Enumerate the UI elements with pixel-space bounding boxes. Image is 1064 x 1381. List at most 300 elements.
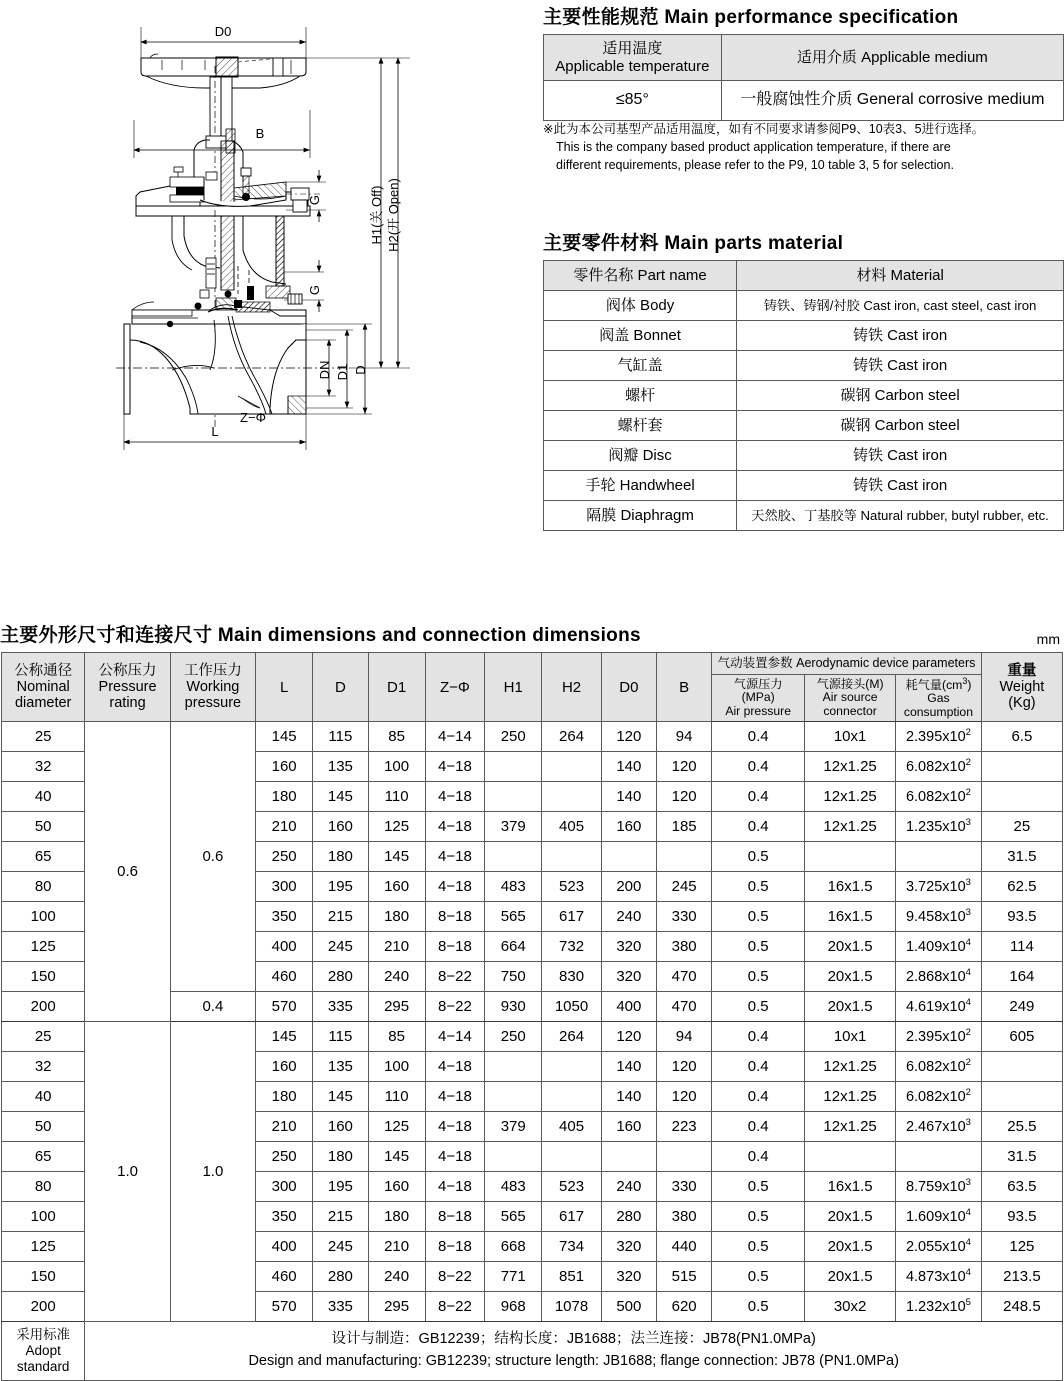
cell-ZPhi: 8−18 [425,902,484,932]
cell-D: 180 [313,1142,368,1172]
cell-nominal-diameter: 80 [2,872,85,902]
drawing-label-h1: H1(关 Off) [369,185,384,245]
cell-nominal-diameter: 40 [2,1082,85,1112]
cell-ap: 0.4 [712,1082,805,1112]
table-row [544,501,1064,531]
cell-material: 铸铁 Cast iron [737,441,1064,471]
performance-spec-title: 主要性能规范 Main performance specification [543,7,959,28]
cell-part-name: 气缸盖 [544,351,737,381]
cell-ac: 12x1.25 [805,812,896,842]
cell-weight: 125 [981,1232,1062,1262]
cell-D1: 240 [368,1262,425,1292]
cell-ZPhi: 4−18 [425,1172,484,1202]
cell-H1: 483 [485,872,542,902]
cell-L: 300 [256,1172,313,1202]
cell-gas-consumption: $2.868x10^4$ [896,962,982,992]
cell-material: 铸铁、铸钢/衬胶 Cast iron, cast steel, cast iron [737,291,1064,321]
cell-ap: 0.5 [712,872,805,902]
cell-H2: 1078 [542,1292,601,1322]
cell-H2: 830 [542,962,601,992]
cell-H2: 851 [542,1262,601,1292]
cell-nominal-diameter: 50 [2,812,85,842]
cell-gas-consumption: $6.082x10^2$ [896,1052,982,1082]
cell-ZPhi: 4−18 [425,872,484,902]
header-applicable-temperature: 适用温度 Applicable temperature [544,35,722,81]
cell-ap: 0.4 [712,1112,805,1142]
cell-ap: 0.5 [712,842,805,872]
cell-weight: 249 [981,992,1062,1022]
cell-D1: 145 [368,842,425,872]
cell-ZPhi: 4−18 [425,782,484,812]
cell-ac [805,842,896,872]
header-D: D [313,653,368,722]
cell-ap: 0.5 [712,992,805,1022]
cell-H1: 750 [485,962,542,992]
cell-gas-consumption: $1.409x10^4$ [896,932,982,962]
cell-ac: 12x1.25 [805,1052,896,1082]
cell-H2: 264 [542,722,601,752]
unit-label: mm [1036,631,1060,647]
cell-weight [981,782,1062,812]
cell-nominal-diameter: 50 [2,1112,85,1142]
table-row [2,722,1063,752]
table-row [544,351,1064,381]
cell-D1: 85 [368,722,425,752]
header-H2: H2 [542,653,601,722]
cell-ac: 20x1.5 [805,1202,896,1232]
cell-H2 [542,1082,601,1112]
cell-D0: 160 [601,812,656,842]
cell-H2 [542,1142,601,1172]
cell-ZPhi: 4−18 [425,1082,484,1112]
cell-D1: 100 [368,1052,425,1082]
cell-nominal-diameter: 125 [2,932,85,962]
cell-B: 330 [657,1172,712,1202]
table-row [544,81,1064,121]
cell-nominal-diameter: 80 [2,1172,85,1202]
header-pressure-rating: 公称压力 Pressure rating [85,653,170,722]
cell-ac: 20x1.5 [805,932,896,962]
cell-material: 天然胶、丁基胶等 Natural rubber, butyl rubber, etc. [737,501,1064,531]
cell-D: 115 [313,1022,368,1052]
cell-D1: 180 [368,1202,425,1232]
cell-B: 515 [657,1262,712,1292]
cell-ap: 0.5 [712,902,805,932]
cell-D1: 110 [368,1082,425,1112]
cell-D1: 210 [368,1232,425,1262]
header-air-pressure: 气源压力 (MPa) Air pressure [712,675,805,722]
cell-D: 195 [313,1172,368,1202]
drawing-label-h2: H2(开 Open) [386,178,401,252]
cell-nominal-diameter: 200 [2,1292,85,1322]
cell-D1: 125 [368,1112,425,1142]
drawing-label-d1: D1 [335,363,350,381]
cell-H2: 732 [542,932,601,962]
cell-nominal-diameter: 25 [2,722,85,752]
cell-ZPhi: 8−18 [425,1232,484,1262]
note-line-en-2: different requirements, please refer to the P9, 10 table 3, 5 for selection. [556,157,954,172]
cell-ap: 0.5 [712,932,805,962]
cell-H1: 565 [485,902,542,932]
cell-ac: 20x1.5 [805,992,896,1022]
cell-L: 180 [256,1082,313,1112]
header-weight: 重量 Weight (Kg) [981,653,1062,722]
cell-ZPhi: 4−18 [425,1142,484,1172]
cell-nominal-diameter: 150 [2,962,85,992]
header-part-name: 零件名称 Part name [544,261,737,291]
cell-ap: 0.4 [712,722,805,752]
cell-ap: 0.5 [712,1202,805,1232]
cell-B: 120 [657,752,712,782]
cell-H1: 483 [485,1172,542,1202]
cell-B [657,842,712,872]
cell-working-pressure-last: 0.4 [170,992,255,1022]
header-gas-consumption: 耗气量$(cm^3)$ Gas consumption [896,675,982,722]
cell-L: 460 [256,1262,313,1292]
header-L: L [256,653,313,722]
table-row [544,441,1064,471]
cell-D0: 140 [601,752,656,782]
cell-B: 223 [657,1112,712,1142]
cell-B: 245 [657,872,712,902]
cell-B: 185 [657,812,712,842]
cell-gas-consumption: $3.725x10^3$ [896,872,982,902]
table-row [2,1022,1063,1052]
note-line-en-1: This is the company based product application temperature, if there are [556,139,951,154]
cell-H1 [485,1052,542,1082]
cell-pressure-rating: 0.6 [85,722,170,1022]
header-working-pressure: 工作压力 Working pressure [170,653,255,722]
cell-ac: 16x1.5 [805,902,896,932]
cell-H2: 617 [542,1202,601,1232]
cell-ac: 12x1.25 [805,752,896,782]
parts-material-table [543,260,1064,531]
header-D0: D0 [601,653,656,722]
table-header-row-1 [2,653,1063,675]
cell-weight [981,1052,1062,1082]
header-applicable-medium: 适用介质 Applicable medium [721,35,1063,81]
cell-D1: 110 [368,782,425,812]
cell-gas-consumption: $2.395x10^2$ [896,1022,982,1052]
cell-D: 245 [313,932,368,962]
cell-ap: 0.5 [712,1172,805,1202]
cell-ac: 12x1.25 [805,782,896,812]
cell-L: 350 [256,1202,313,1232]
cell-H2 [542,1052,601,1082]
cell-ac: 20x1.5 [805,962,896,992]
cell-H1 [485,1142,542,1172]
drawing-label-zphi: Z−Φ [240,410,266,425]
cell-B: 120 [657,782,712,812]
cell-weight: 31.5 [981,842,1062,872]
header-z-phi: Z−Φ [425,653,484,722]
cell-nominal-diameter: 32 [2,1052,85,1082]
cell-D: 245 [313,1232,368,1262]
cell-D: 180 [313,842,368,872]
cell-part-name: 隔膜 Diaphragm [544,501,737,531]
cell-ac: 20x1.5 [805,1232,896,1262]
cell-D1: 210 [368,932,425,962]
cell-D0: 140 [601,1052,656,1082]
table-header-row [544,35,1064,81]
cell-B: 380 [657,932,712,962]
cell-gas-consumption: $1.609x10^4$ [896,1202,982,1232]
cell-H2: 405 [542,812,601,842]
cell-D1: 295 [368,1292,425,1322]
cell-L: 160 [256,1052,313,1082]
cell-D0: 280 [601,1202,656,1232]
cell-ac [805,1142,896,1172]
cell-gas-consumption [896,842,982,872]
cell-part-name: 螺杆套 [544,411,737,441]
note-line-cn: ※此为本公司基型产品适用温度，如有不同要求请参阅P9、10表3、5进行选择。 [543,122,985,136]
cell-D0: 140 [601,782,656,812]
cell-H2 [542,782,601,812]
cell-weight: 63.5 [981,1172,1062,1202]
table-header-row [544,261,1064,291]
cell-ap: 0.5 [712,962,805,992]
cell-D: 160 [313,812,368,842]
cell-ap: 0.4 [712,782,805,812]
cell-L: 180 [256,782,313,812]
cell-part-name: 螺杆 [544,381,737,411]
cell-weight: 25.5 [981,1112,1062,1142]
cell-weight [981,1082,1062,1112]
cell-H1: 250 [485,722,542,752]
cell-ap: 0.4 [712,812,805,842]
cell-L: 400 [256,932,313,962]
cell-weight: 213.5 [981,1262,1062,1292]
cell-weight: 93.5 [981,902,1062,932]
cell-H2: 264 [542,1022,601,1052]
cell-gas-consumption: $9.458x10^3$ [896,902,982,932]
cell-gas-consumption: $1.232x10^5$ [896,1292,982,1322]
cell-L: 160 [256,752,313,782]
cell-H1: 968 [485,1292,542,1322]
cell-nominal-diameter: 150 [2,1262,85,1292]
cell-D0 [601,842,656,872]
cell-D: 135 [313,752,368,782]
drawing-label-g-lower: G [307,284,322,296]
cell-H1: 379 [485,812,542,842]
cell-D1: 145 [368,1142,425,1172]
cell-pressure-rating: 1.0 [85,1022,170,1322]
performance-note [543,121,1064,174]
cell-ZPhi: 4−18 [425,842,484,872]
cell-weight: 31.5 [981,1142,1062,1172]
cell-D1: 180 [368,902,425,932]
header-air-connector: 气源接头(M) Air source connector [805,675,896,722]
cell-material: 碳钢 Carbon steel [737,381,1064,411]
cell-B: 470 [657,962,712,992]
header-H1: H1 [485,653,542,722]
cell-H1 [485,1082,542,1112]
header-D1: D1 [368,653,425,722]
cell-weight: 6.5 [981,722,1062,752]
cell-part-name: 阀体 Body [544,291,737,321]
cell-ap: 0.5 [712,1232,805,1262]
cell-weight: 605 [981,1022,1062,1052]
cell-working-pressure: 0.6 [170,722,255,992]
cell-ZPhi: 8−22 [425,992,484,1022]
cell-D: 145 [313,782,368,812]
cell-D: 280 [313,962,368,992]
cell-H2: 523 [542,1172,601,1202]
cell-ac: 16x1.5 [805,872,896,902]
cell-H2: 734 [542,1232,601,1262]
cell-D0: 200 [601,872,656,902]
cell-ac: 12x1.25 [805,1112,896,1142]
cell-ZPhi: 4−14 [425,1022,484,1052]
header-material: 材料 Material [737,261,1064,291]
cell-H2 [542,842,601,872]
table-row [544,321,1064,351]
cell-H2: 1050 [542,992,601,1022]
cell-D0: 320 [601,962,656,992]
cell-weight: 114 [981,932,1062,962]
cell-ZPhi: 8−22 [425,1292,484,1322]
cell-L: 210 [256,1112,313,1142]
cell-H1 [485,752,542,782]
cell-H2: 405 [542,1112,601,1142]
adopt-standard-label: 采用标准 Adopt standard [2,1322,85,1381]
cell-nominal-diameter: 40 [2,782,85,812]
cell-B: 440 [657,1232,712,1262]
cell-gas-consumption: $6.082x10^2$ [896,1082,982,1112]
cell-D0: 320 [601,1232,656,1262]
cell-ac: 16x1.5 [805,1172,896,1202]
cell-part-name: 手轮 Handwheel [544,471,737,501]
cell-H1: 771 [485,1262,542,1292]
cell-nominal-diameter: 100 [2,902,85,932]
cell-gas-consumption: $6.082x10^2$ [896,752,982,782]
drawing-label-g-upper: G [307,194,322,206]
cell-H1: 250 [485,1022,542,1052]
cell-weight: 62.5 [981,872,1062,902]
cell-material: 铸铁 Cast iron [737,471,1064,501]
cell-D0: 160 [601,1112,656,1142]
cell-L: 460 [256,962,313,992]
cell-L: 570 [256,1292,313,1322]
cell-D: 135 [313,1052,368,1082]
cell-nominal-diameter: 65 [2,1142,85,1172]
drawing-label-b: B [255,126,265,141]
cell-D: 115 [313,722,368,752]
cell-D0: 120 [601,1022,656,1052]
cell-weight: 25 [981,812,1062,842]
drawing-label-l: L [211,424,219,439]
cell-nominal-diameter: 65 [2,842,85,872]
cell-ac: 10x1 [805,722,896,752]
cell-D1: 85 [368,1022,425,1052]
drawing-label-d0: D0 [214,24,232,39]
cell-D1: 100 [368,752,425,782]
cell-ap: 0.4 [712,1052,805,1082]
cell-D1: 160 [368,872,425,902]
cell-ZPhi: 8−18 [425,932,484,962]
adopt-standard-text: 设计与制造：GB12239；结构长度：JB1688；法兰连接：JB78(PN1.0MPa) Design and manufacturing: GB12239; structure length: JB1688; flange connection: JB78 (PN1.0MPa) [85,1322,1063,1381]
adopt-standard-row [2,1322,1063,1381]
cell-weight: 93.5 [981,1202,1062,1232]
cell-D1: 160 [368,1172,425,1202]
cell-H1: 930 [485,992,542,1022]
cell-B: 470 [657,992,712,1022]
header-aerodynamic-group: 气动装置参数 Aerodynamic device parameters [712,653,982,675]
cell-nominal-diameter: 200 [2,992,85,1022]
cell-D: 145 [313,1082,368,1112]
cell-B: 380 [657,1202,712,1232]
cell-D0: 320 [601,932,656,962]
cell-D: 280 [313,1262,368,1292]
cell-part-name: 阀盖 Bonnet [544,321,737,351]
table-row [544,291,1064,321]
cell-D1: 240 [368,962,425,992]
cell-ZPhi: 4−18 [425,1052,484,1082]
cell-gas-consumption: $2.055x10^4$ [896,1232,982,1262]
cell-material: 铸铁 Cast iron [737,351,1064,381]
performance-spec-table [543,34,1064,121]
cell-ZPhi: 8−22 [425,962,484,992]
drawing-label-dn: DN [317,360,332,380]
cell-H1 [485,782,542,812]
cell-gas-consumption [896,1142,982,1172]
cell-D0: 120 [601,722,656,752]
cell-ZPhi: 4−18 [425,752,484,782]
cell-L: 300 [256,872,313,902]
cell-D0 [601,1142,656,1172]
header-B: B [657,653,712,722]
header-nominal-diameter: 公称通径 Nominal diameter [2,653,85,722]
cell-L: 210 [256,812,313,842]
cell-L: 145 [256,1022,313,1052]
valve-technical-drawing [110,10,470,570]
cell-D0: 240 [601,1172,656,1202]
dimensions-title: 主要外形尺寸和连接尺寸 Main dimensions and connection dimensions [0,625,641,646]
cell-part-name: 阀瓣 Disc [544,441,737,471]
cell-L: 400 [256,1232,313,1262]
cell-weight: 248.5 [981,1292,1062,1322]
cell-L: 250 [256,1142,313,1172]
cell-D: 215 [313,902,368,932]
cell-H2 [542,752,601,782]
cell-gas-consumption: $2.467x10^3$ [896,1112,982,1142]
cell-H1 [485,842,542,872]
cell-ZPhi: 4−14 [425,722,484,752]
drawing-label-d: D [353,365,368,375]
cell-H1: 565 [485,1202,542,1232]
cell-ZPhi: 4−18 [425,1112,484,1142]
cell-D: 195 [313,872,368,902]
cell-D0: 140 [601,1082,656,1112]
cell-L: 145 [256,722,313,752]
cell-B: 94 [657,1022,712,1052]
cell-B: 120 [657,1052,712,1082]
cell-gas-consumption: $2.395x10^2$ [896,722,982,752]
cell-ac: 12x1.25 [805,1082,896,1112]
cell-nominal-diameter: 32 [2,752,85,782]
cell-ac: 30x2 [805,1292,896,1322]
cell-D0: 400 [601,992,656,1022]
cell-B: 120 [657,1082,712,1112]
cell-ZPhi: 4−18 [425,812,484,842]
parts-material-title: 主要零件材料 Main parts material [543,233,844,254]
cell-H2: 523 [542,872,601,902]
cell-L: 250 [256,842,313,872]
cell-D: 335 [313,1292,368,1322]
cell-ZPhi: 8−22 [425,1262,484,1292]
cell-weight [981,752,1062,782]
cell-gas-consumption: $6.082x10^2$ [896,782,982,812]
